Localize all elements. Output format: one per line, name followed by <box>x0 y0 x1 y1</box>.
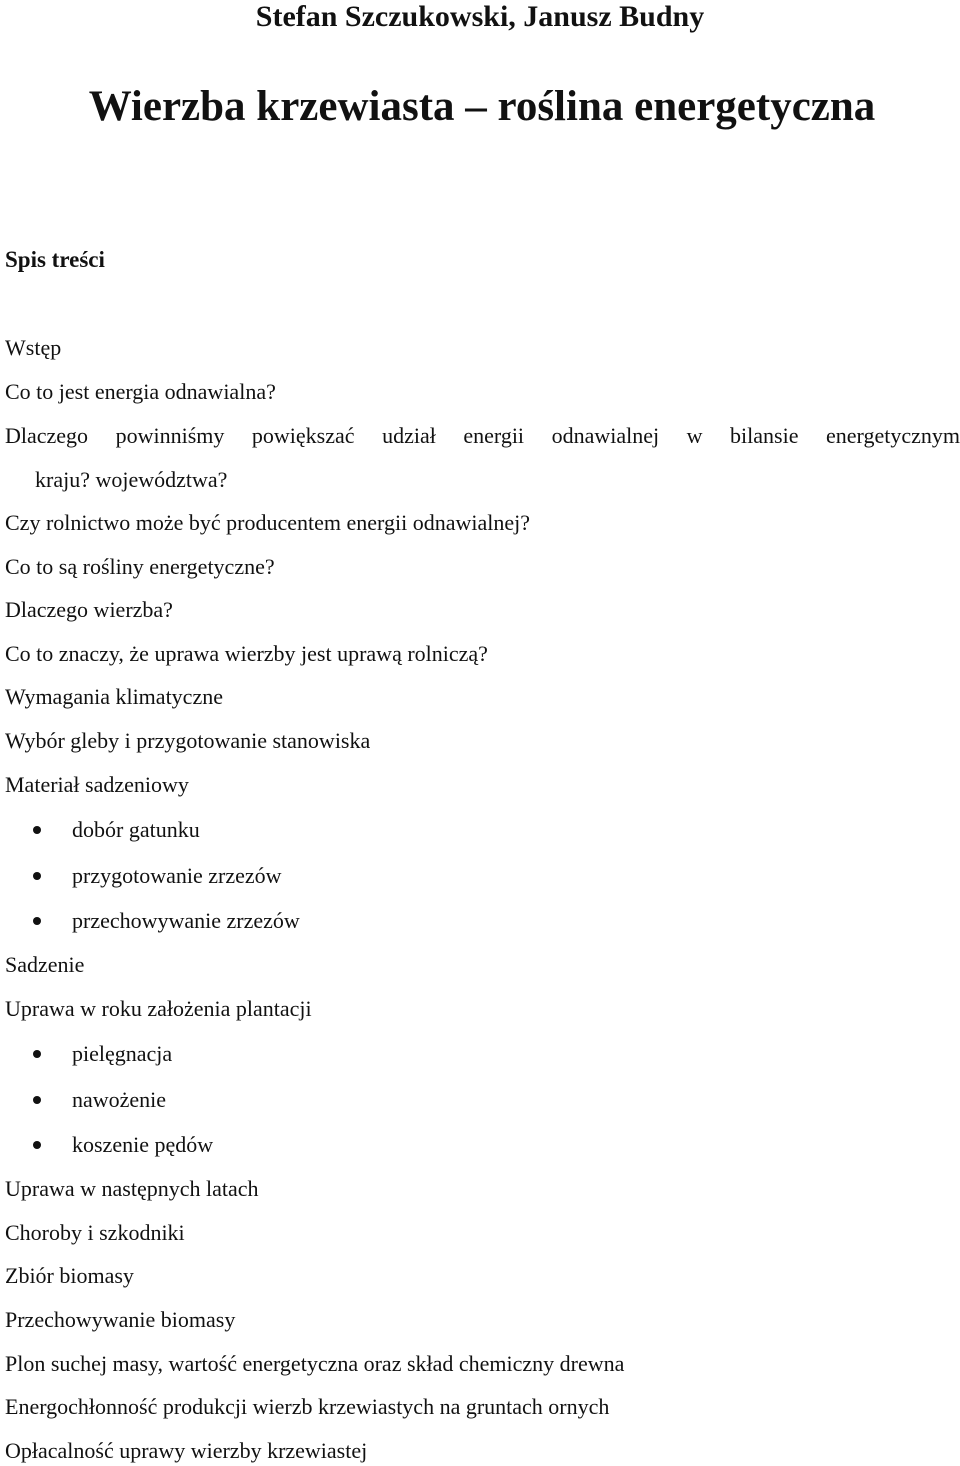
toc-entry-wymagania-klimatyczne: Wymagania klimatyczne <box>5 684 223 709</box>
toc-entry-oplacalnosc: Opłacalność uprawy wierzby krzewiastej <box>5 1438 368 1463</box>
toc-bullet-text: przygotowanie zrzezów <box>72 863 282 888</box>
toc-entry-energochlonnosc: Energochłonność produkcji wierzb krzewiastych na gruntach ornych <box>5 1394 610 1419</box>
bullet-icon <box>33 826 41 834</box>
toc-entry-rosliny-energetyczne: Co to są rośliny energetyczne? <box>5 554 275 579</box>
toc-entry-wstep: Wstęp <box>5 335 62 360</box>
bullet-icon <box>33 1141 41 1149</box>
bullet-icon <box>33 1050 41 1058</box>
toc-entry-plon: Plon suchej masy, wartość energetyczna oraz skład chemiczny drewna <box>5 1351 625 1376</box>
toc-entry-uprawa-rolnicza: Co to znaczy, że uprawa wierzby jest uprawą rolniczą? <box>5 641 488 666</box>
toc-entry-wybor-gleby: Wybór gleby i przygotowanie stanowiska <box>5 728 371 753</box>
toc-entry-energia-odnawialna: Co to jest energia odnawialna? <box>5 379 276 404</box>
toc-bullet-text: nawożenie <box>72 1087 167 1112</box>
toc-entry-nastepne-lata: Uprawa w następnych latach <box>5 1176 259 1201</box>
toc-entry-rok-zalozenia: Uprawa w roku założenia plantacji <box>5 996 312 1021</box>
toc-bullet-text: dobór gatunku <box>72 817 200 842</box>
toc-entry-dlaczego-wierzba: Dlaczego wierzba? <box>5 597 173 622</box>
toc-bullet-text: pielęgnacja <box>72 1041 173 1066</box>
toc-entry-dlaczego-powiekszac-cont: kraju? województwa? <box>35 467 228 492</box>
toc-entry-dlaczego-powiekszac: Dlaczego powinniśmy powiększać udział energii odnawialnej w bilansie energetycznym <box>5 423 960 448</box>
toc-entry-zbior-biomasy: Zbiór biomasy <box>5 1263 134 1288</box>
toc-bullet-text: przechowywanie zrzezów <box>72 908 300 933</box>
toc-entry-przechowywanie-biomasy: Przechowywanie biomasy <box>5 1307 236 1332</box>
bullet-icon <box>33 1096 41 1104</box>
authors: Stefan Szczukowski, Janusz Budny <box>255 0 705 33</box>
document-title: Wierzba krzewiasta – roślina energetyczna <box>88 83 876 130</box>
bullet-icon <box>33 917 41 925</box>
toc-entry-rolnictwo: Czy rolnictwo może być producentem energii odnawialnej? <box>5 510 530 535</box>
toc-entry-sadzenie: Sadzenie <box>5 952 85 977</box>
bullet-icon <box>33 872 41 880</box>
toc-entry-choroby: Choroby i szkodniki <box>5 1220 185 1245</box>
toc-entry-material-sadzeniowy: Materiał sadzeniowy <box>5 772 189 797</box>
toc-bullet-text: koszenie pędów <box>72 1132 214 1157</box>
toc-heading: Spis treści <box>5 247 105 272</box>
